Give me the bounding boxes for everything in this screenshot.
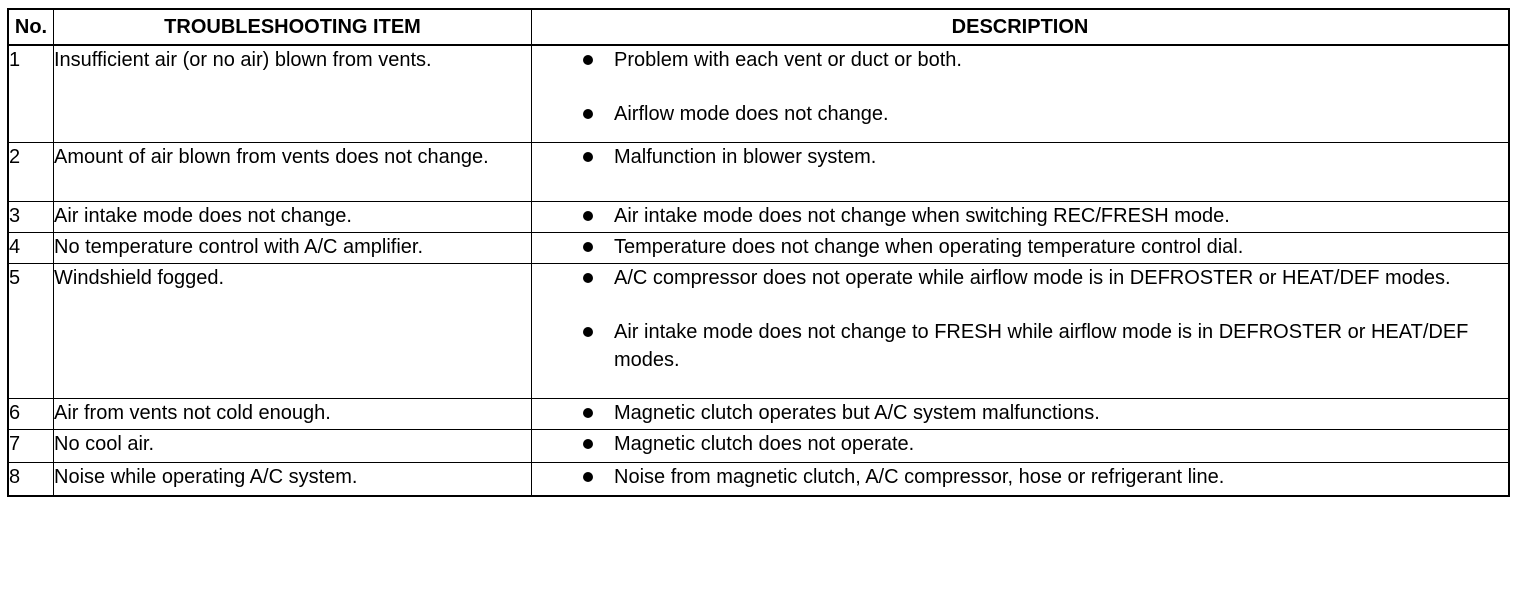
row-number: 8 (8, 463, 54, 497)
description-item (532, 264, 1508, 292)
description-text: Malfunction in blower system. (614, 146, 877, 168)
bullet-icon (583, 109, 593, 119)
description-cell (532, 264, 1510, 399)
row-number: 4 (8, 233, 54, 264)
description-list (532, 143, 1508, 171)
table-row (8, 45, 1509, 143)
troubleshooting-item: Air from vents not cold enough. (54, 399, 532, 430)
header-troubleshooting-item: TROUBLESHOOTING ITEM (54, 9, 532, 45)
troubleshooting-item: Amount of air blown from vents does not change. (54, 143, 532, 202)
description-item (532, 463, 1508, 491)
description-list (532, 202, 1508, 230)
description-item (532, 202, 1508, 230)
troubleshooting-table (7, 8, 1510, 497)
description-list (532, 399, 1508, 427)
description-list (532, 46, 1508, 128)
bullet-icon (583, 472, 593, 482)
description-cell (532, 233, 1510, 264)
description-list (532, 264, 1508, 374)
table-row (8, 233, 1509, 264)
troubleshooting-item: Air intake mode does not change. (54, 202, 532, 233)
table-row (8, 399, 1509, 430)
description-text: Noise from magnetic clutch, A/C compressor, hose or refrigerant line. (614, 466, 1225, 488)
description-item (532, 430, 1508, 458)
description-list (532, 233, 1508, 261)
row-number: 5 (8, 264, 54, 399)
row-number: 1 (8, 45, 54, 143)
description-cell (532, 399, 1510, 430)
description-text: Magnetic clutch does not operate. (614, 433, 915, 455)
troubleshooting-item: Insufficient air (or no air) blown from vents. (54, 45, 532, 143)
troubleshooting-item: No cool air. (54, 430, 532, 463)
description-list (532, 463, 1508, 491)
description-text: A/C compressor does not operate while airflow mode is in DEFROSTER or HEAT/DEF modes. (614, 267, 1451, 289)
bullet-icon (583, 408, 593, 418)
table-row (8, 463, 1509, 497)
table-header-row (8, 9, 1509, 45)
table-row (8, 143, 1509, 202)
description-text: Airflow mode does not change. (614, 103, 889, 125)
troubleshooting-item: Windshield fogged. (54, 264, 532, 399)
description-text: Problem with each vent or duct or both. (614, 49, 962, 71)
troubleshooting-item: Noise while operating A/C system. (54, 463, 532, 497)
table-row (8, 202, 1509, 233)
bullet-icon (583, 273, 593, 283)
description-text: Temperature does not change when operating temperature control dial. (614, 236, 1244, 258)
bullet-icon (583, 439, 593, 449)
description-list (532, 430, 1508, 458)
table-row (8, 264, 1509, 399)
description-item (532, 100, 1508, 128)
description-item (532, 143, 1508, 171)
row-number: 6 (8, 399, 54, 430)
bullet-icon (583, 211, 593, 221)
bullet-icon (583, 242, 593, 252)
description-text: Magnetic clutch operates but A/C system malfunctions. (614, 402, 1100, 424)
description-cell (532, 430, 1510, 463)
description-text: Air intake mode does not change when switching REC/FRESH mode. (614, 205, 1230, 227)
bullet-icon (583, 55, 593, 65)
troubleshooting-item: No temperature control with A/C amplifier. (54, 233, 532, 264)
description-cell (532, 45, 1510, 143)
row-number: 7 (8, 430, 54, 463)
row-number: 3 (8, 202, 54, 233)
description-cell (532, 143, 1510, 202)
header-description: DESCRIPTION (532, 9, 1510, 45)
description-item (532, 318, 1508, 374)
description-text: Air intake mode does not change to FRESH while airflow mode is in DEFROSTER or HEAT/DEF modes. (614, 321, 1469, 371)
description-item (532, 233, 1508, 261)
description-cell (532, 202, 1510, 233)
row-number: 2 (8, 143, 54, 202)
bullet-icon (583, 327, 593, 337)
description-cell (532, 463, 1510, 497)
description-item (532, 46, 1508, 74)
table-row (8, 430, 1509, 463)
bullet-icon (583, 152, 593, 162)
header-no: No. (8, 9, 54, 45)
description-item (532, 399, 1508, 427)
